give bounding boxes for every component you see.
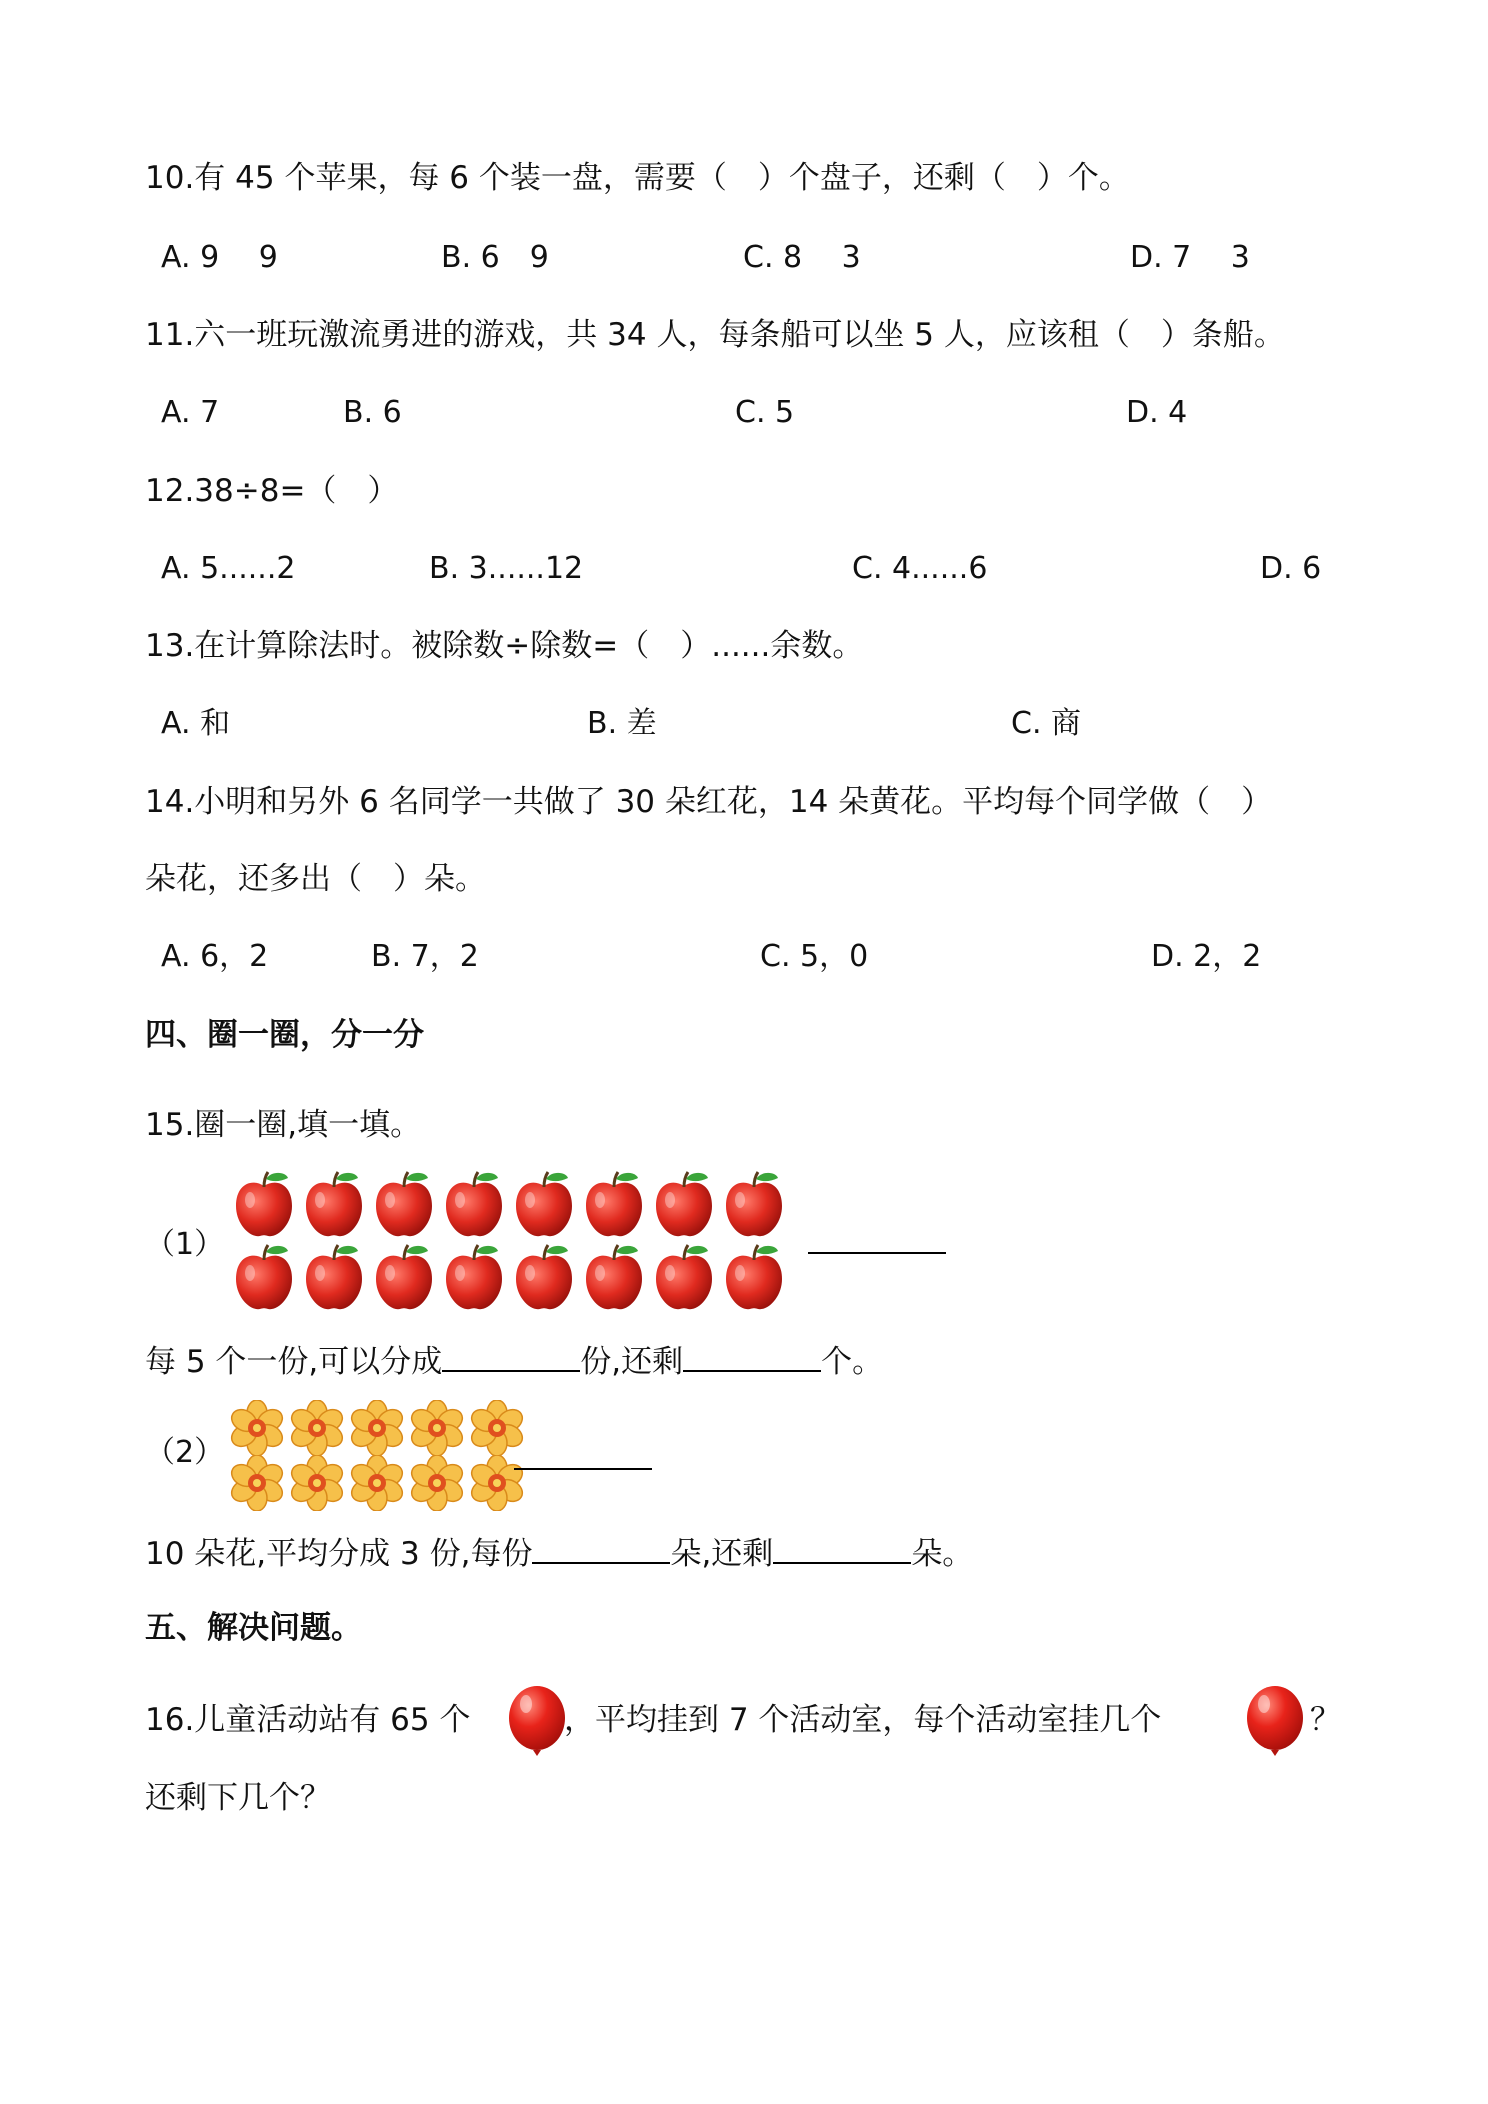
flower-icon xyxy=(348,1400,406,1456)
q10-option-c[interactable]: C. 8 3 xyxy=(743,240,861,275)
apple-row-bottom xyxy=(230,1243,788,1313)
q15-stem: 15.圈一圈,填一填。 xyxy=(145,1107,422,1143)
q15-part2-answer-blank[interactable] xyxy=(514,1468,652,1470)
q10-stem: 10.有 45 个苹果，每 6 个装一盘，需要（ ）个盘子，还剩（ ）个。 xyxy=(145,160,1130,196)
apple-icon xyxy=(230,1170,298,1240)
q13-stem: 13.在计算除法时。被除数÷除数=（ ）......余数。 xyxy=(145,628,864,664)
q15-part1-text xyxy=(145,1340,883,1382)
apple-icon xyxy=(580,1243,648,1313)
q12-option-a[interactable]: A. 5......2 xyxy=(161,551,296,586)
q10-option-d[interactable]: D. 7 3 xyxy=(1130,240,1250,275)
apple-icon xyxy=(720,1243,788,1313)
q15-part2-label: （2） xyxy=(145,1435,225,1470)
balloon-icon xyxy=(1242,1684,1308,1766)
apple-icon xyxy=(370,1243,438,1313)
q13-option-a[interactable]: A. 和 xyxy=(161,706,231,741)
section4-title: 四、圈一圈，分一分 xyxy=(145,1017,424,1053)
q12-option-b[interactable]: B. 3......12 xyxy=(429,551,584,586)
q14-option-c[interactable]: C. 5，0 xyxy=(760,939,869,974)
apple-icon xyxy=(650,1243,718,1313)
flower-icon xyxy=(468,1455,526,1511)
q16-stem-line2: 还剩下几个？ xyxy=(145,1780,331,1816)
q15-part2-text-a: 10 朵花,平均分成 3 份,每份 xyxy=(145,1536,533,1572)
q15-part1-text-b: 份,还剩 xyxy=(580,1344,684,1380)
flower-icon xyxy=(348,1455,406,1511)
apple-icon xyxy=(230,1243,298,1313)
q14-option-b[interactable]: B. 7，2 xyxy=(371,939,479,974)
q15-part1-text-c: 个。 xyxy=(821,1344,884,1380)
flower-row-top xyxy=(228,1400,526,1456)
q12-option-d[interactable]: D. 6 xyxy=(1260,551,1322,586)
q11-stem: 11.六一班玩激流勇进的游戏，共 34 人，每条船可以坐 5 人，应该租（ ）条船。 xyxy=(145,317,1285,353)
q15-part2-blank-each[interactable] xyxy=(532,1532,670,1564)
flower-row-bottom xyxy=(228,1455,526,1511)
q13-option-c[interactable]: C. 商 xyxy=(1011,706,1082,741)
q15-part1-text-a: 每 5 个一份,可以分成 xyxy=(145,1344,443,1380)
q15-part1-blank-parts[interactable] xyxy=(442,1340,580,1372)
apple-icon xyxy=(510,1243,578,1313)
q15-part1-answer-blank[interactable] xyxy=(808,1252,946,1254)
flower-icon xyxy=(228,1400,286,1456)
flower-icon xyxy=(288,1455,346,1511)
q16-stem-a: 16.儿童活动站有 65 个 xyxy=(145,1702,471,1738)
section5-title: 五、解决问题。 xyxy=(145,1610,362,1646)
q14-stem-line2: 朵花，还多出（ ）朵。 xyxy=(145,861,486,897)
q15-part2-text xyxy=(145,1532,973,1574)
q10-option-b[interactable]: B. 6 9 xyxy=(441,240,549,275)
q10-option-a[interactable]: A. 9 9 xyxy=(161,240,278,275)
q11-option-c[interactable]: C. 5 xyxy=(735,395,795,430)
apple-icon xyxy=(300,1170,368,1240)
apple-icon xyxy=(440,1243,508,1313)
q16-stem-c: ？ xyxy=(1310,1702,1341,1738)
q15-part2-blank-remainder[interactable] xyxy=(773,1532,911,1564)
q16-stem-b: ，平均挂到 7 个活动室，每个活动室挂几个 xyxy=(564,1702,1162,1738)
flower-icon xyxy=(228,1455,286,1511)
q11-option-d[interactable]: D. 4 xyxy=(1126,395,1188,430)
q15-part1-label: （1） xyxy=(145,1227,225,1262)
q11-option-a[interactable]: A. 7 xyxy=(161,395,220,430)
balloon-icon xyxy=(504,1684,570,1766)
apple-icon xyxy=(440,1170,508,1240)
q14-option-d[interactable]: D. 2，2 xyxy=(1151,939,1262,974)
q11-option-b[interactable]: B. 6 xyxy=(343,395,402,430)
q15-part1-blank-remainder[interactable] xyxy=(683,1340,821,1372)
flower-icon xyxy=(288,1400,346,1456)
q13-option-b[interactable]: B. 差 xyxy=(587,706,657,741)
apple-icon xyxy=(300,1243,368,1313)
apple-icon xyxy=(650,1170,718,1240)
q12-stem: 12.38÷8=（ ） xyxy=(145,473,399,509)
apple-row-top xyxy=(230,1170,788,1240)
apple-icon xyxy=(510,1170,578,1240)
apple-icon xyxy=(580,1170,648,1240)
q14-option-a[interactable]: A. 6，2 xyxy=(161,939,269,974)
q14-stem-line1: 14.小明和另外 6 名同学一共做了 30 朵红花，14 朵黄花。平均每个同学做（ ） xyxy=(145,784,1273,820)
q15-part2-text-b: 朵,还剩 xyxy=(670,1536,774,1572)
q12-option-c[interactable]: C. 4......6 xyxy=(852,551,988,586)
flower-icon xyxy=(468,1400,526,1456)
flower-icon xyxy=(408,1400,466,1456)
q15-part2-text-c: 朵。 xyxy=(911,1536,974,1572)
apple-icon xyxy=(370,1170,438,1240)
flower-icon xyxy=(408,1455,466,1511)
apple-icon xyxy=(720,1170,788,1240)
